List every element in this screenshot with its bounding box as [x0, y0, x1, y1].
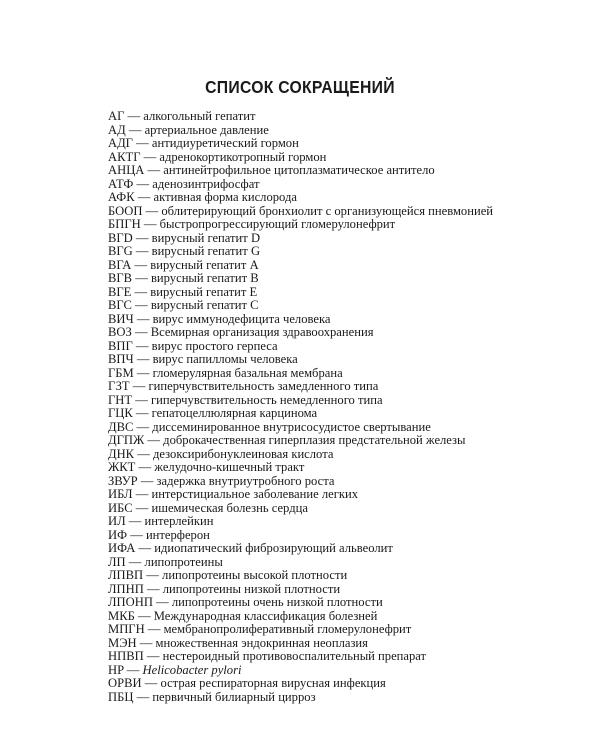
abbreviation-entry: [108, 502, 578, 516]
abbreviation-definition: вирусный гепатит A: [150, 257, 259, 272]
abbreviation-definition: вирусный гепатит D: [151, 230, 261, 245]
page-title: СПИСОК СОКРАЩЕНИЙ: [205, 77, 395, 97]
separator-dash: —: [129, 379, 149, 393]
abbreviation-term: МПГН: [108, 622, 145, 636]
abbreviation-entry: [108, 340, 578, 354]
abbreviation-term: ДГПЖ: [108, 433, 145, 447]
abbreviation-entry: [108, 407, 578, 421]
abbreviation-entry: [108, 488, 578, 502]
abbreviation-term: ГЦК: [108, 406, 133, 420]
abbreviation-definition: быстропрогрессирующий гломерулонефрит: [159, 217, 396, 231]
abbreviation-entry: [108, 394, 578, 408]
separator-dash: —: [135, 460, 155, 474]
abbreviation-term: ВОЗ: [108, 325, 132, 339]
separator-dash: —: [131, 298, 151, 312]
abbreviation-definition: Международная классификация болезней: [153, 608, 378, 623]
separator-dash: —: [133, 176, 153, 191]
separator-dash: —: [142, 203, 162, 218]
separator-dash: —: [135, 541, 155, 555]
abbreviation-entry: [108, 623, 578, 637]
separator-dash: —: [123, 662, 143, 677]
abbreviation-definition: множественная эндокринная неоплазия: [155, 635, 368, 650]
abbreviation-term: АФК: [108, 190, 135, 204]
abbreviation-definition: липопротеины: [144, 554, 223, 569]
separator-dash: —: [133, 311, 153, 326]
abbreviation-term: ЖКТ: [108, 460, 136, 474]
separator-dash: —: [132, 500, 152, 515]
abbreviation-definition: мембранопролиферативный гломерулонефрит: [163, 622, 412, 636]
abbreviation-term: ГБМ: [108, 365, 134, 380]
abbreviation-term: ВПЧ: [108, 352, 134, 366]
abbreviation-definition: гиперчувствительность замедленного типа: [148, 379, 379, 393]
abbreviation-entry: [108, 677, 578, 691]
abbreviation-definition: Всемирная организация здравоохранения: [150, 325, 374, 339]
abbreviation-term: АДГ: [108, 136, 133, 150]
abbreviation-definition: ишемическая болезнь сердца: [151, 500, 308, 515]
abbreviation-definition: интерлейкин: [144, 514, 214, 528]
abbreviation-definition: облитерирующий бронхиолит с организующейся пневмонией: [161, 203, 494, 218]
separator-dash: —: [125, 514, 145, 528]
abbreviation-term: МКБ: [108, 608, 135, 623]
abbreviation-entry: [108, 286, 578, 300]
abbreviation-definition: артериальное давление: [144, 122, 269, 137]
separator-dash: —: [144, 433, 164, 447]
abbreviation-entry: [108, 218, 578, 232]
abbreviation-definition: острая респираторная вирусная инфекция: [160, 676, 386, 690]
abbreviation-entry: [108, 691, 578, 705]
abbreviation-entry: [108, 529, 578, 543]
abbreviation-term: ИБС: [108, 500, 133, 515]
abbreviation-definition: вирусный гепатит G: [151, 244, 261, 258]
abbreviation-term: ВГG: [108, 244, 133, 258]
abbreviation-term: БПГН: [108, 217, 141, 231]
abbreviation-definition: активная форма кислорода: [153, 190, 297, 204]
abbreviation-entry: [108, 164, 578, 178]
separator-dash: —: [141, 676, 161, 690]
abbreviation-definition: аденозинтрифосфат: [152, 176, 260, 191]
abbreviation-definition: вирусный гепатит B: [150, 271, 259, 285]
separator-dash: —: [131, 257, 151, 272]
separator-dash: —: [132, 244, 152, 258]
abbreviation-entry: [108, 515, 578, 529]
abbreviation-term: НПВП: [108, 649, 144, 663]
abbreviation-entry: [108, 664, 578, 678]
abbreviation-list: [108, 110, 578, 704]
abbreviation-definition: диссеминированное внутрисосудистое свертывание: [152, 419, 431, 434]
abbreviation-definition: вирусный гепатит C: [150, 298, 259, 312]
abbreviation-term: АТФ: [108, 176, 134, 191]
abbreviation-entry: [108, 421, 578, 435]
abbreviation-definition: адренокортикотропный гормон: [159, 149, 327, 164]
abbreviation-definition: Helicobacter pylori: [142, 662, 242, 677]
abbreviation-entry: [108, 245, 578, 259]
abbreviation-term: БООП: [108, 203, 143, 218]
separator-dash: —: [132, 338, 152, 353]
abbreviation-term: ВГС: [108, 298, 132, 312]
abbreviation-term: ВГА: [108, 257, 132, 272]
separator-dash: —: [132, 230, 152, 245]
separator-dash: —: [132, 406, 152, 420]
abbreviation-definition: липопротеины очень низкой плотности: [171, 595, 383, 609]
separator-dash: —: [144, 622, 164, 636]
separator-dash: —: [132, 392, 151, 407]
abbreviation-definition: антинейтрофильное цитоплазматическое антитело: [163, 163, 435, 177]
abbreviation-term: ВГВ: [108, 271, 133, 285]
abbreviation-definition: желудочно-кишечный тракт: [154, 460, 305, 474]
separator-dash: —: [152, 595, 172, 609]
abbreviation-definition: первичный билиарный цирроз: [152, 689, 316, 704]
abbreviation-entry: [108, 637, 578, 651]
abbreviation-term: ДВС: [108, 419, 134, 434]
abbreviation-term: АД: [108, 122, 126, 137]
separator-dash: —: [127, 527, 146, 542]
abbreviation-entry: [108, 326, 578, 340]
abbreviation-term: ГНТ: [108, 392, 133, 407]
abbreviation-term: ВПГ: [108, 338, 133, 353]
separator-dash: —: [132, 136, 152, 150]
abbreviation-term: ИЛ: [108, 514, 126, 528]
abbreviation-entry: [108, 556, 578, 570]
abbreviation-term: HP: [108, 662, 124, 677]
separator-dash: —: [134, 190, 154, 204]
separator-dash: —: [133, 365, 153, 380]
separator-dash: —: [140, 217, 160, 231]
abbreviation-entry: [108, 191, 578, 205]
abbreviation-term: ДНК: [108, 446, 135, 461]
abbreviation-term: ЛПВП: [108, 568, 144, 582]
separator-dash: —: [133, 352, 153, 366]
abbreviation-definition: дезоксирибонуклеиновая кислота: [152, 446, 334, 461]
separator-dash: —: [143, 581, 163, 596]
abbreviation-term: ЛПОНП: [108, 595, 153, 609]
abbreviation-entry: [108, 448, 578, 462]
separator-dash: —: [131, 325, 151, 339]
abbreviation-entry: [108, 137, 578, 151]
separator-dash: —: [124, 109, 144, 123]
abbreviation-term: ПБЦ: [108, 689, 134, 704]
abbreviation-term: ВГЕ: [108, 284, 132, 299]
abbreviation-term: АГ: [108, 109, 125, 123]
abbreviation-term: ЛП: [108, 554, 126, 569]
abbreviation-entry: [108, 569, 578, 583]
abbreviation-entry: [108, 299, 578, 313]
separator-dash: —: [132, 271, 151, 285]
separator-dash: —: [125, 554, 145, 569]
abbreviation-term: АКТГ: [108, 149, 141, 164]
abbreviation-definition: гепатоцеллюлярная карцинома: [151, 406, 318, 420]
abbreviation-entry: [108, 313, 578, 327]
abbreviation-term: ВИЧ: [108, 311, 134, 326]
separator-dash: —: [125, 122, 145, 137]
abbreviation-definition: задержка внутриутробного роста: [156, 473, 335, 488]
abbreviation-entry: [108, 650, 578, 664]
abbreviation-entry: [108, 353, 578, 367]
abbreviation-term: ВГD: [108, 230, 133, 245]
abbreviation-term: ЛПНП: [108, 581, 144, 596]
abbreviation-entry: [108, 461, 578, 475]
separator-dash: —: [132, 487, 152, 501]
abbreviation-definition: нестероидный противовоспалительный препарат: [162, 649, 427, 663]
abbreviation-entry: [108, 272, 578, 286]
abbreviation-entry: [108, 367, 578, 381]
abbreviation-entry: [108, 434, 578, 448]
abbreviation-definition: алкогольный гепатит: [143, 109, 256, 123]
separator-dash: —: [133, 419, 153, 434]
abbreviation-term: ГЗТ: [108, 379, 130, 393]
abbreviation-entry: [108, 178, 578, 192]
abbreviation-term: ИФ: [108, 527, 128, 542]
abbreviation-entry: [108, 259, 578, 273]
separator-dash: —: [133, 689, 153, 704]
separator-dash: —: [143, 649, 163, 663]
abbreviation-definition: липопротеины высокой плотности: [162, 568, 348, 582]
separator-dash: —: [134, 446, 153, 461]
abbreviation-term: ИФА: [108, 541, 136, 555]
abbreviation-definition: вирусный гепатит E: [150, 284, 258, 299]
abbreviation-entry: [108, 596, 578, 610]
abbreviation-entry: [108, 542, 578, 556]
abbreviation-entry: [108, 232, 578, 246]
separator-dash: —: [134, 608, 154, 623]
separator-dash: —: [137, 473, 157, 488]
abbreviation-definition: интерферон: [145, 527, 210, 542]
abbreviation-definition: гиперчувствительность немедленного типа: [150, 392, 383, 407]
abbreviation-entry: [108, 205, 578, 219]
abbreviation-term: ОРВИ: [108, 676, 142, 690]
abbreviation-term: ЗВУР: [108, 473, 138, 488]
abbreviation-entry: [108, 380, 578, 394]
abbreviation-definition: вирус простого герпеса: [151, 338, 278, 353]
abbreviation-entry: [108, 610, 578, 624]
separator-dash: —: [140, 149, 160, 164]
separator-dash: —: [136, 635, 156, 650]
abbreviation-entry: [108, 124, 578, 138]
abbreviation-definition: липопротеины низкой плотности: [162, 581, 341, 596]
abbreviation-entry: [108, 475, 578, 489]
separator-dash: —: [144, 163, 164, 177]
abbreviation-definition: доброкачественная гиперплазия предстательной железы: [163, 433, 466, 447]
abbreviation-definition: идиопатический фиброзирующий альвеолит: [154, 541, 393, 555]
separator-dash: —: [143, 568, 163, 582]
separator-dash: —: [131, 284, 151, 299]
abbreviation-definition: антидиуретический гормон: [151, 136, 299, 150]
abbreviation-term: ИБЛ: [108, 487, 133, 501]
abbreviation-definition: интерстициальное заболевание легких: [151, 487, 359, 501]
abbreviation-entry: [108, 583, 578, 597]
abbreviation-term: АНЦА: [108, 163, 145, 177]
abbreviation-term: МЭН: [108, 635, 137, 650]
abbreviation-definition: вирус папилломы человека: [152, 352, 298, 366]
abbreviation-entry: [108, 151, 578, 165]
abbreviation-definition: гломерулярная базальная мембрана: [152, 365, 343, 380]
abbreviation-entry: [108, 110, 578, 124]
abbreviation-definition: вирус иммунодефицита человека: [152, 311, 331, 326]
